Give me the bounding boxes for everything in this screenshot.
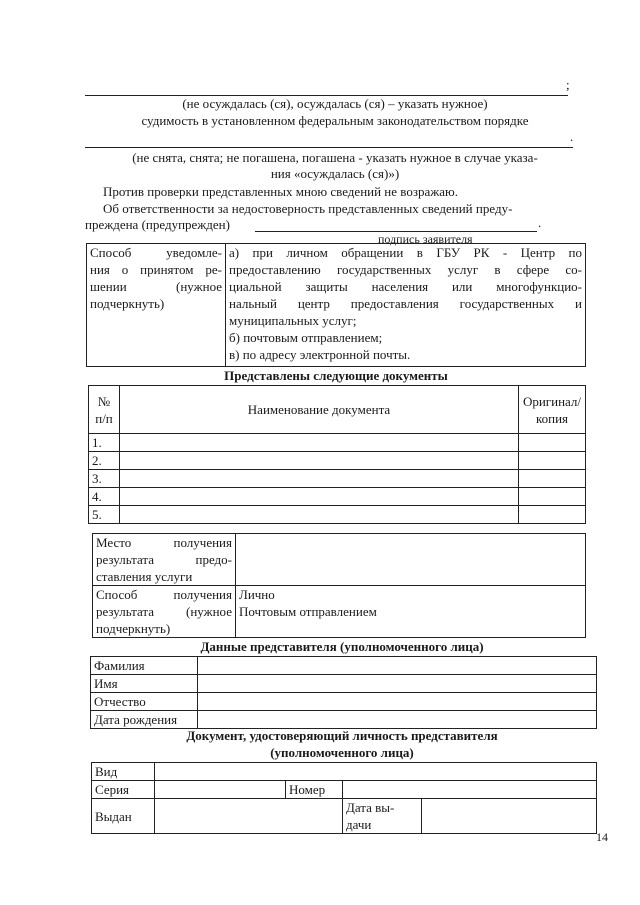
- notify-option-b[interactable]: б) почтовым отправлением;: [229, 330, 383, 345]
- result-place-label: [93, 534, 236, 586]
- col-original-header: [519, 386, 586, 434]
- result-method-label-2: результата (нужное: [96, 604, 232, 619]
- doc-original-cell[interactable]: [519, 470, 586, 488]
- criminal-record-line: судимость в установленном федеральным законодательством порядке: [141, 113, 529, 128]
- rep-surname-input[interactable]: [198, 657, 597, 675]
- doc-name-cell[interactable]: [120, 434, 519, 452]
- doc-name-cell[interactable]: [120, 452, 519, 470]
- doc-row-number: 1.: [89, 434, 120, 452]
- notification-label-cell: [87, 244, 226, 367]
- result-method-options: [236, 586, 586, 638]
- id-kind-input[interactable]: [155, 763, 597, 781]
- result-place-label-2: результата предо-: [96, 552, 232, 567]
- doc-name-cell[interactable]: [120, 488, 519, 506]
- notify-label-1: Способ уведомле-: [90, 245, 222, 260]
- id-issued-input[interactable]: [155, 799, 343, 834]
- id-series-label: Серия: [92, 781, 155, 799]
- rep-name-input[interactable]: [198, 675, 597, 693]
- notify-option-a5: муниципальных услуг;: [229, 313, 357, 328]
- doc-row-number: 5.: [89, 506, 120, 524]
- doc-row-number: 4.: [89, 488, 120, 506]
- col-name-label: Наименование документа: [247, 402, 391, 417]
- notify-option-a[interactable]: а) при личном обращении в ГБУ РК - Центр по: [229, 245, 582, 260]
- note-record-b: ния «осуждалась (ся)»): [270, 166, 400, 181]
- rep-birthdate-input[interactable]: [198, 711, 597, 729]
- note-conviction: (не осуждалась (ся), осуждалась (ся) – указать нужное): [182, 96, 488, 111]
- notify-option-a3: циальной защиты населения или многофункцио-: [229, 279, 582, 294]
- result-method-post[interactable]: Почтовым отправлением: [239, 604, 377, 619]
- id-document-title-b: (уполномоченного лица): [270, 745, 414, 760]
- result-method-in-person[interactable]: Лично: [239, 587, 275, 602]
- id-issued-label: Выдан: [92, 799, 155, 834]
- col-original-label: Оригинал/ копия: [522, 393, 582, 426]
- doc-original-cell[interactable]: [519, 434, 586, 452]
- rep-name-label: Имя: [91, 675, 198, 693]
- result-place-label-1: Место получения: [96, 535, 232, 550]
- result-place-label-3: ставления услуги: [96, 569, 193, 584]
- result-method-label: [93, 586, 236, 638]
- result-table: [92, 533, 586, 638]
- id-kind-label: Вид: [92, 763, 155, 781]
- col-number-header: [89, 386, 120, 434]
- doc-original-cell[interactable]: [519, 452, 586, 470]
- answer-line-2[interactable]: [85, 147, 573, 148]
- id-issue-date-label-1: Дата вы-: [346, 800, 395, 815]
- notification-options-cell: [226, 244, 586, 367]
- representative-title: Данные представителя (уполномоченного лица): [200, 639, 484, 654]
- notify-option-c[interactable]: в) по адресу электронной почты.: [229, 347, 411, 362]
- result-method-label-1: Способ получения: [96, 587, 232, 602]
- doc-original-cell[interactable]: [519, 488, 586, 506]
- rep-birthdate-label: Дата рождения: [91, 711, 198, 729]
- documents-title: Представлены следующие документы: [224, 368, 448, 383]
- notify-label-2: ния о принятом ре-: [90, 262, 222, 277]
- line1-tail: ;: [566, 77, 570, 92]
- id-issue-date-label-2: дачи: [346, 817, 372, 832]
- result-method-label-3: подчеркнуть): [96, 621, 171, 636]
- responsibility-text-a: Об ответственности за недостоверность представленных сведений преду-: [103, 201, 513, 216]
- doc-row-number: 2.: [89, 452, 120, 470]
- responsibility-text-b: преждена (предупрежден): [85, 217, 230, 232]
- id-issue-date-label: [343, 799, 422, 834]
- notify-label-4: подчеркнуть): [90, 296, 165, 311]
- doc-original-cell[interactable]: [519, 506, 586, 524]
- doc-row-number: 3.: [89, 470, 120, 488]
- page-number: 14: [596, 830, 608, 844]
- id-number-label: Номер: [286, 781, 343, 799]
- id-document-title-a: Документ, удостоверяющий личность представителя: [186, 728, 498, 743]
- rep-surname-label: Фамилия: [91, 657, 198, 675]
- consent-text: Против проверки представленных мною сведений не возражаю.: [103, 184, 458, 199]
- id-document-table: [91, 762, 597, 834]
- rep-patronymic-label: Отчество: [91, 693, 198, 711]
- notify-option-a2: предоставлению государственных услуг в сфере со-: [229, 262, 582, 277]
- line2-tail: .: [570, 129, 574, 144]
- result-place-value[interactable]: [236, 534, 586, 586]
- representative-table: [90, 656, 597, 729]
- doc-name-cell[interactable]: [120, 470, 519, 488]
- signature-caption: подпись заявителя: [378, 232, 473, 246]
- doc-name-cell[interactable]: [120, 506, 519, 524]
- id-issue-date-input[interactable]: [422, 799, 597, 834]
- id-number-input[interactable]: [343, 781, 597, 799]
- col-name-header: [120, 386, 519, 434]
- rep-patronymic-input[interactable]: [198, 693, 597, 711]
- note-record-a: (не снята, снята; не погашена, погашена - указать нужное в случае указа-: [132, 150, 538, 165]
- notify-label-3: шении (нужное: [90, 279, 222, 294]
- documents-table: [88, 385, 586, 524]
- id-series-input[interactable]: [155, 781, 286, 799]
- col-number-label: № п/п: [95, 393, 113, 426]
- notification-table: [86, 243, 586, 367]
- responsibility-tail: .: [538, 215, 542, 230]
- notify-option-a4: нальный центр предоставления государственных и: [229, 296, 582, 311]
